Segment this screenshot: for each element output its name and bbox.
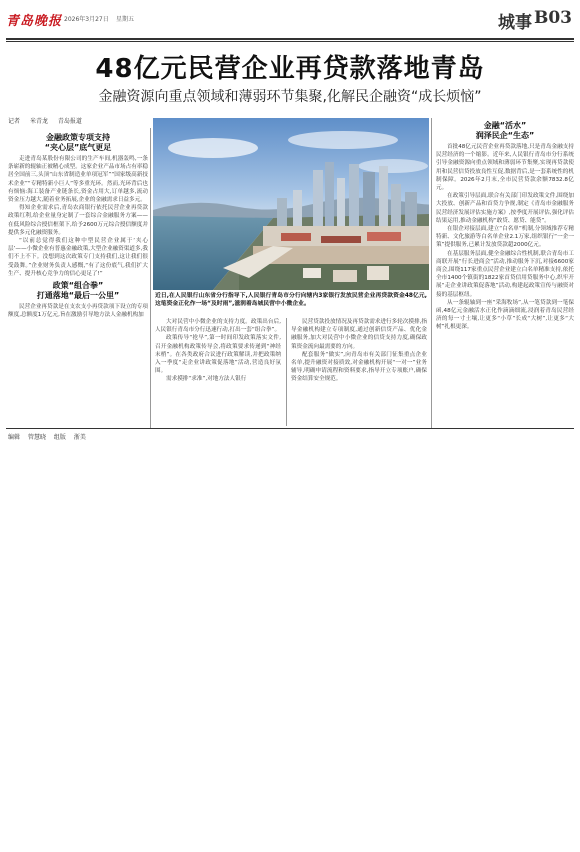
- footer-rule: [6, 428, 574, 429]
- paragraph: 需求摸排“求准”,对地方法人银行: [166, 376, 247, 383]
- paragraph: 在政策引导层面,联合有关部门印发政策文件,围绕加大投放、创新产品和首贷力争规,制定《青岛市金融服务民营经济发展评估实施方案》,按季度开展评估,强化评估结果运用,推动金融机构“敢贷、愿贷、能贷”。: [436, 193, 574, 224]
- subheading-line: 润泽民企“生态”: [475, 131, 535, 140]
- issue-weekday: 星期五: [116, 16, 135, 23]
- page-number: B03: [533, 8, 572, 28]
- reporter-label: 记者: [8, 118, 21, 125]
- reporter-desk: 青岛报道: [57, 118, 82, 125]
- paragraph: 配套服务“做实”,向青岛市有关部门征集重点企业名单,提升融资对接质效,对金融机构开展“一对一”业务辅导,明确申请流程和资料要求,指导开立专项账户,确保资金结算安全规范。: [291, 351, 427, 383]
- subheadline: 金融资源向重点领域和薄弱环节集聚,化解民企融资“成长烦恼”: [98, 89, 482, 105]
- paragraph: 首批48亿元民营企业再贷款落地,只是青岛金融支持民营经济的一个缩影。近年来,人民银行青岛市分行系统引导金融资源向重点领域和薄弱环节集聚,实现再贷款使用和民营信贷投放良性互促,数据背后,是一套系统性的机制保障。2026年2月末,全市民营贷款余额7832.8亿元。: [436, 144, 574, 192]
- column-divider: [150, 128, 151, 428]
- byline: [8, 116, 90, 125]
- masthead: [6, 4, 574, 38]
- paragraph: 民营企业再贷款是在支农支小再贷款项下设立的专项额度,总额度1万亿元,旨在激励引导地方法人金融机构加: [8, 304, 148, 319]
- photo-caption: 近日,在人民银行山东省分行指导下,人民银行青岛市分行向辖内3家银行发放民营企业再贷款资金48亿元,这笔资金正化作一场“及时雨”,滋润着岛城民营中小微企业。: [155, 293, 427, 307]
- column-divider: [286, 318, 287, 426]
- subheading-line: 金融“活水”: [483, 121, 527, 130]
- paragraph: 在基层服务层面,健全金融综合性机制,联合青岛市工商联开展“行长进商会”活动,推动服务下沉,对接6600家商会,围绕117家重点民营企业建立白名单精准支持,依托全市1400个镇街的1822家首贷信用贷服务中心,织牢开展“走企业讲政策促落地”活动,构建起政策宣传与融资对接的基层枢纽。: [436, 250, 574, 298]
- subheading-line: “夹心层”底气更足: [44, 143, 112, 152]
- subheading-line: 政策“组合拳”: [52, 281, 104, 291]
- paragraph: 得知企业需求后,青岛农商银行依托民营企业再贷款政策红利,给企业量身定制了一套综合金融服务方案——在低风险综合授信框架下,给予2600万元综合授信额度并提供多元化融资服务。: [8, 205, 148, 236]
- reporter-name: 米青龙: [29, 118, 48, 125]
- article-column-2: [155, 318, 281, 428]
- subheading-line: 打通落地“最后一公里”: [36, 291, 120, 301]
- paragraph: 在银企对接层面,建立“白名单”机制,分领域推荐专精特新、文化旅游等白名单企业2.1万家,组织银行“一企一策”提供服务,已累计发放贷款超2000亿元。: [436, 226, 574, 249]
- paragraph: 政策传导“抢早”,第一时间印发政策落实文件,召开金融机构政策传导会,将政策要求传递到“神经末梢”。在各类政府合议进行政策解读,并把政策纳入一季度“走企业讲政策促落地”活动,营造良好氛围。: [155, 335, 281, 375]
- headline: 48亿元民营企业再贷款落地青岛: [95, 54, 485, 84]
- article-column-1: [8, 130, 148, 430]
- paragraph: “以前总觉得我们这种中型民营企业属于‘夹心层’——小微企业有普惠金融政策,大型企业融资渠道多,我们不上不下。没想到这次政策专门支持我们,这让我们很受鼓舞。”企业财务负责人感慨,“有了这份底气,我们扩大生产、提升核心竞争力的信心更足了!”: [8, 238, 148, 277]
- issue-date: 2026年3月27日: [64, 16, 109, 23]
- editor-name: 管慧晓: [27, 434, 46, 441]
- masthead-rule-thin: [6, 41, 574, 42]
- newspaper-logo: 青岛晚报: [6, 14, 63, 29]
- column1-subheading-2: [8, 281, 148, 301]
- article-column-4: [436, 118, 574, 430]
- designer-name: 浙美: [73, 434, 86, 441]
- column-divider: [431, 118, 432, 428]
- paragraph: 从一条辊轴到一座“采海牧场”,从一笔贷款到一笔保函,48亿元金融活水正化作滴滴细流,浸润着青岛民营经济的每一寸土壤,让更多“小草”长成“大树”,让更多“大树”扎根更深。: [436, 299, 574, 331]
- section-name: 城事: [498, 13, 532, 33]
- paragraph: 走进青岛某股份有限公司的生产车间,机器轰鸣,一条条崭新的辊轴正被精心成型。这家企业产品市场占有率稳居全国前三,头顶“山东省制造业单项冠军”“国家级高新技术企业”“专精特新小巨人”等多重光环。然而,光环背后也有烦恼:海工装备产业链条长,资金占用大,订单越多,流动资金压力越大,随着业务拓展,企业的金融需求日益多元。: [8, 156, 148, 204]
- city-skyline-image: [153, 118, 429, 290]
- column4-subheading: [436, 121, 574, 141]
- editor-credits: [8, 432, 92, 441]
- paragraph: 民营贷款投放情况及再贷款需求进行多轮次摸排,指导金融机构建立专项制度,通过创新信贷产品、优化金融服务,加大对民营中小微企业的信贷支持力度,确保政策资金流向最需要的方向。: [291, 319, 427, 350]
- subheading-line: 金融政策专项支持: [46, 133, 110, 142]
- designer-label: 组版: [53, 434, 66, 441]
- city-skyline-photo: [153, 118, 429, 290]
- masthead-rule: [6, 38, 574, 40]
- article-column-3: [291, 318, 427, 428]
- editor-label: 编辑: [8, 434, 21, 441]
- column1-subheading-1: [8, 133, 148, 153]
- paragraph: 大对民营中小微企业的支持力度。政策出台后,人民银行青岛市分行迅速行动,打出一套“组合拳”。: [155, 319, 281, 334]
